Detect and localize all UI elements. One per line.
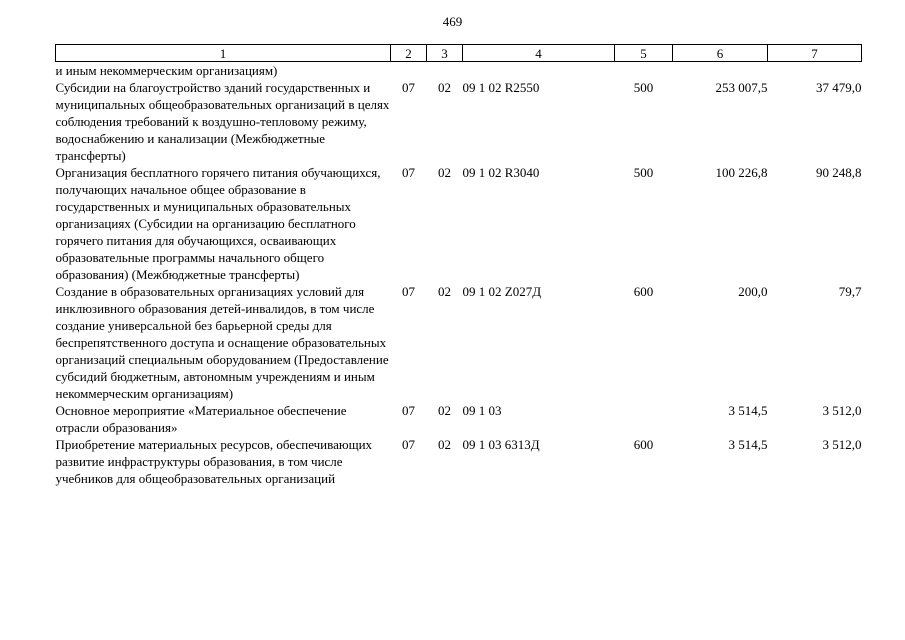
row-expense-type <box>615 402 673 436</box>
row-subsection <box>427 62 463 80</box>
row-amount-executed: 90 248,8 <box>816 165 862 180</box>
table-row <box>56 62 862 80</box>
column-header-5: 5 <box>615 45 673 62</box>
row-subsection: 02 <box>438 284 451 299</box>
row-target-code: 09 1 02 R3040 <box>462 165 540 180</box>
row-amount-executed: 37 479,0 <box>816 80 862 95</box>
budget-table <box>55 44 862 487</box>
row-amount-executed: 3 512,0 <box>822 437 862 452</box>
row-target-code: 09 1 03 <box>462 403 502 418</box>
row-name: Создание в образовательных организациях условий для инклюзивного образования детей-инвалидов, в том числе создание универсальной без барьерной среды для беспрепятственного доступа и оснащение образовательных организаций специальным оборудованием (Предоставление субсидий бюджетным, автономным учреждениям и иным некоммерческим организациям) <box>55 284 389 401</box>
table-row <box>56 79 862 164</box>
table-row <box>56 402 862 436</box>
row-amount-planned: 200,0 <box>738 284 768 299</box>
row-name: Организация бесплатного горячего питания обучающихся, получающих начальное общее образование в государственных и муниципальных образовательных организациях (Субсидии на организацию бесплатного горячего питания для обучающихся, осваивающих образовательные программы начального общего образования) (Межбюджетные трансферты) <box>55 165 381 282</box>
column-header-7: 7 <box>768 45 862 62</box>
column-header-4: 4 <box>463 45 615 62</box>
row-section: 07 <box>402 80 415 95</box>
row-subsection: 02 <box>438 403 451 418</box>
row-amount-executed: 3 512,0 <box>822 403 862 418</box>
row-expense-type: 500 <box>633 165 654 180</box>
table-row <box>56 283 862 402</box>
row-section: 07 <box>402 165 415 180</box>
row-subsection: 02 <box>438 437 451 452</box>
row-expense-type: 600 <box>633 437 654 452</box>
row-amount-planned: 253 007,5 <box>715 80 768 95</box>
table-row <box>56 164 862 283</box>
row-section: 07 <box>402 284 415 299</box>
row-expense-type: 500 <box>633 80 654 95</box>
row-target-code: 09 1 02 R2550 <box>462 80 540 95</box>
row-name: и иным некоммерческим организациям) <box>55 63 278 78</box>
row-amount-executed <box>768 62 862 80</box>
row-amount-planned: 100 226,8 <box>715 165 768 180</box>
row-expense-type: 600 <box>633 284 654 299</box>
row-amount-planned <box>673 62 768 80</box>
row-amount-executed: 79,7 <box>838 284 862 299</box>
row-expense-type <box>615 62 673 80</box>
row-section: 07 <box>402 437 415 452</box>
row-target-code: 09 1 03 6313Д <box>462 437 540 452</box>
column-number-row <box>56 45 862 62</box>
row-name: Основное мероприятие «Материальное обеспечение отрасли образования» <box>55 403 347 435</box>
column-header-6: 6 <box>673 45 768 62</box>
column-header-3: 3 <box>427 45 463 62</box>
row-name: Субсидии на благоустройство зданий государственных и муниципальных общеобразовательных организаций в целях соблюдения требований к воздушно-тепловому режиму, водоснабжению и канализации (Межбюджетные трансферты) <box>55 80 390 163</box>
row-amount-planned: 3 514,5 <box>728 437 768 452</box>
row-amount-planned: 3 514,5 <box>728 403 768 418</box>
table-row <box>56 436 862 487</box>
row-name: Приобретение материальных ресурсов, обеспечивающих развитие инфраструктуры образования, в том числе учебников для общеобразовательных организаций <box>55 437 373 486</box>
row-subsection: 02 <box>438 80 451 95</box>
row-section <box>391 62 427 80</box>
row-section: 07 <box>402 403 415 418</box>
row-target-code: 09 1 02 Z027Д <box>462 284 542 299</box>
column-header-2: 2 <box>391 45 427 62</box>
page-number: 469 <box>442 14 463 29</box>
row-subsection: 02 <box>438 165 451 180</box>
column-header-1: 1 <box>56 45 391 62</box>
row-target-code <box>463 62 615 80</box>
